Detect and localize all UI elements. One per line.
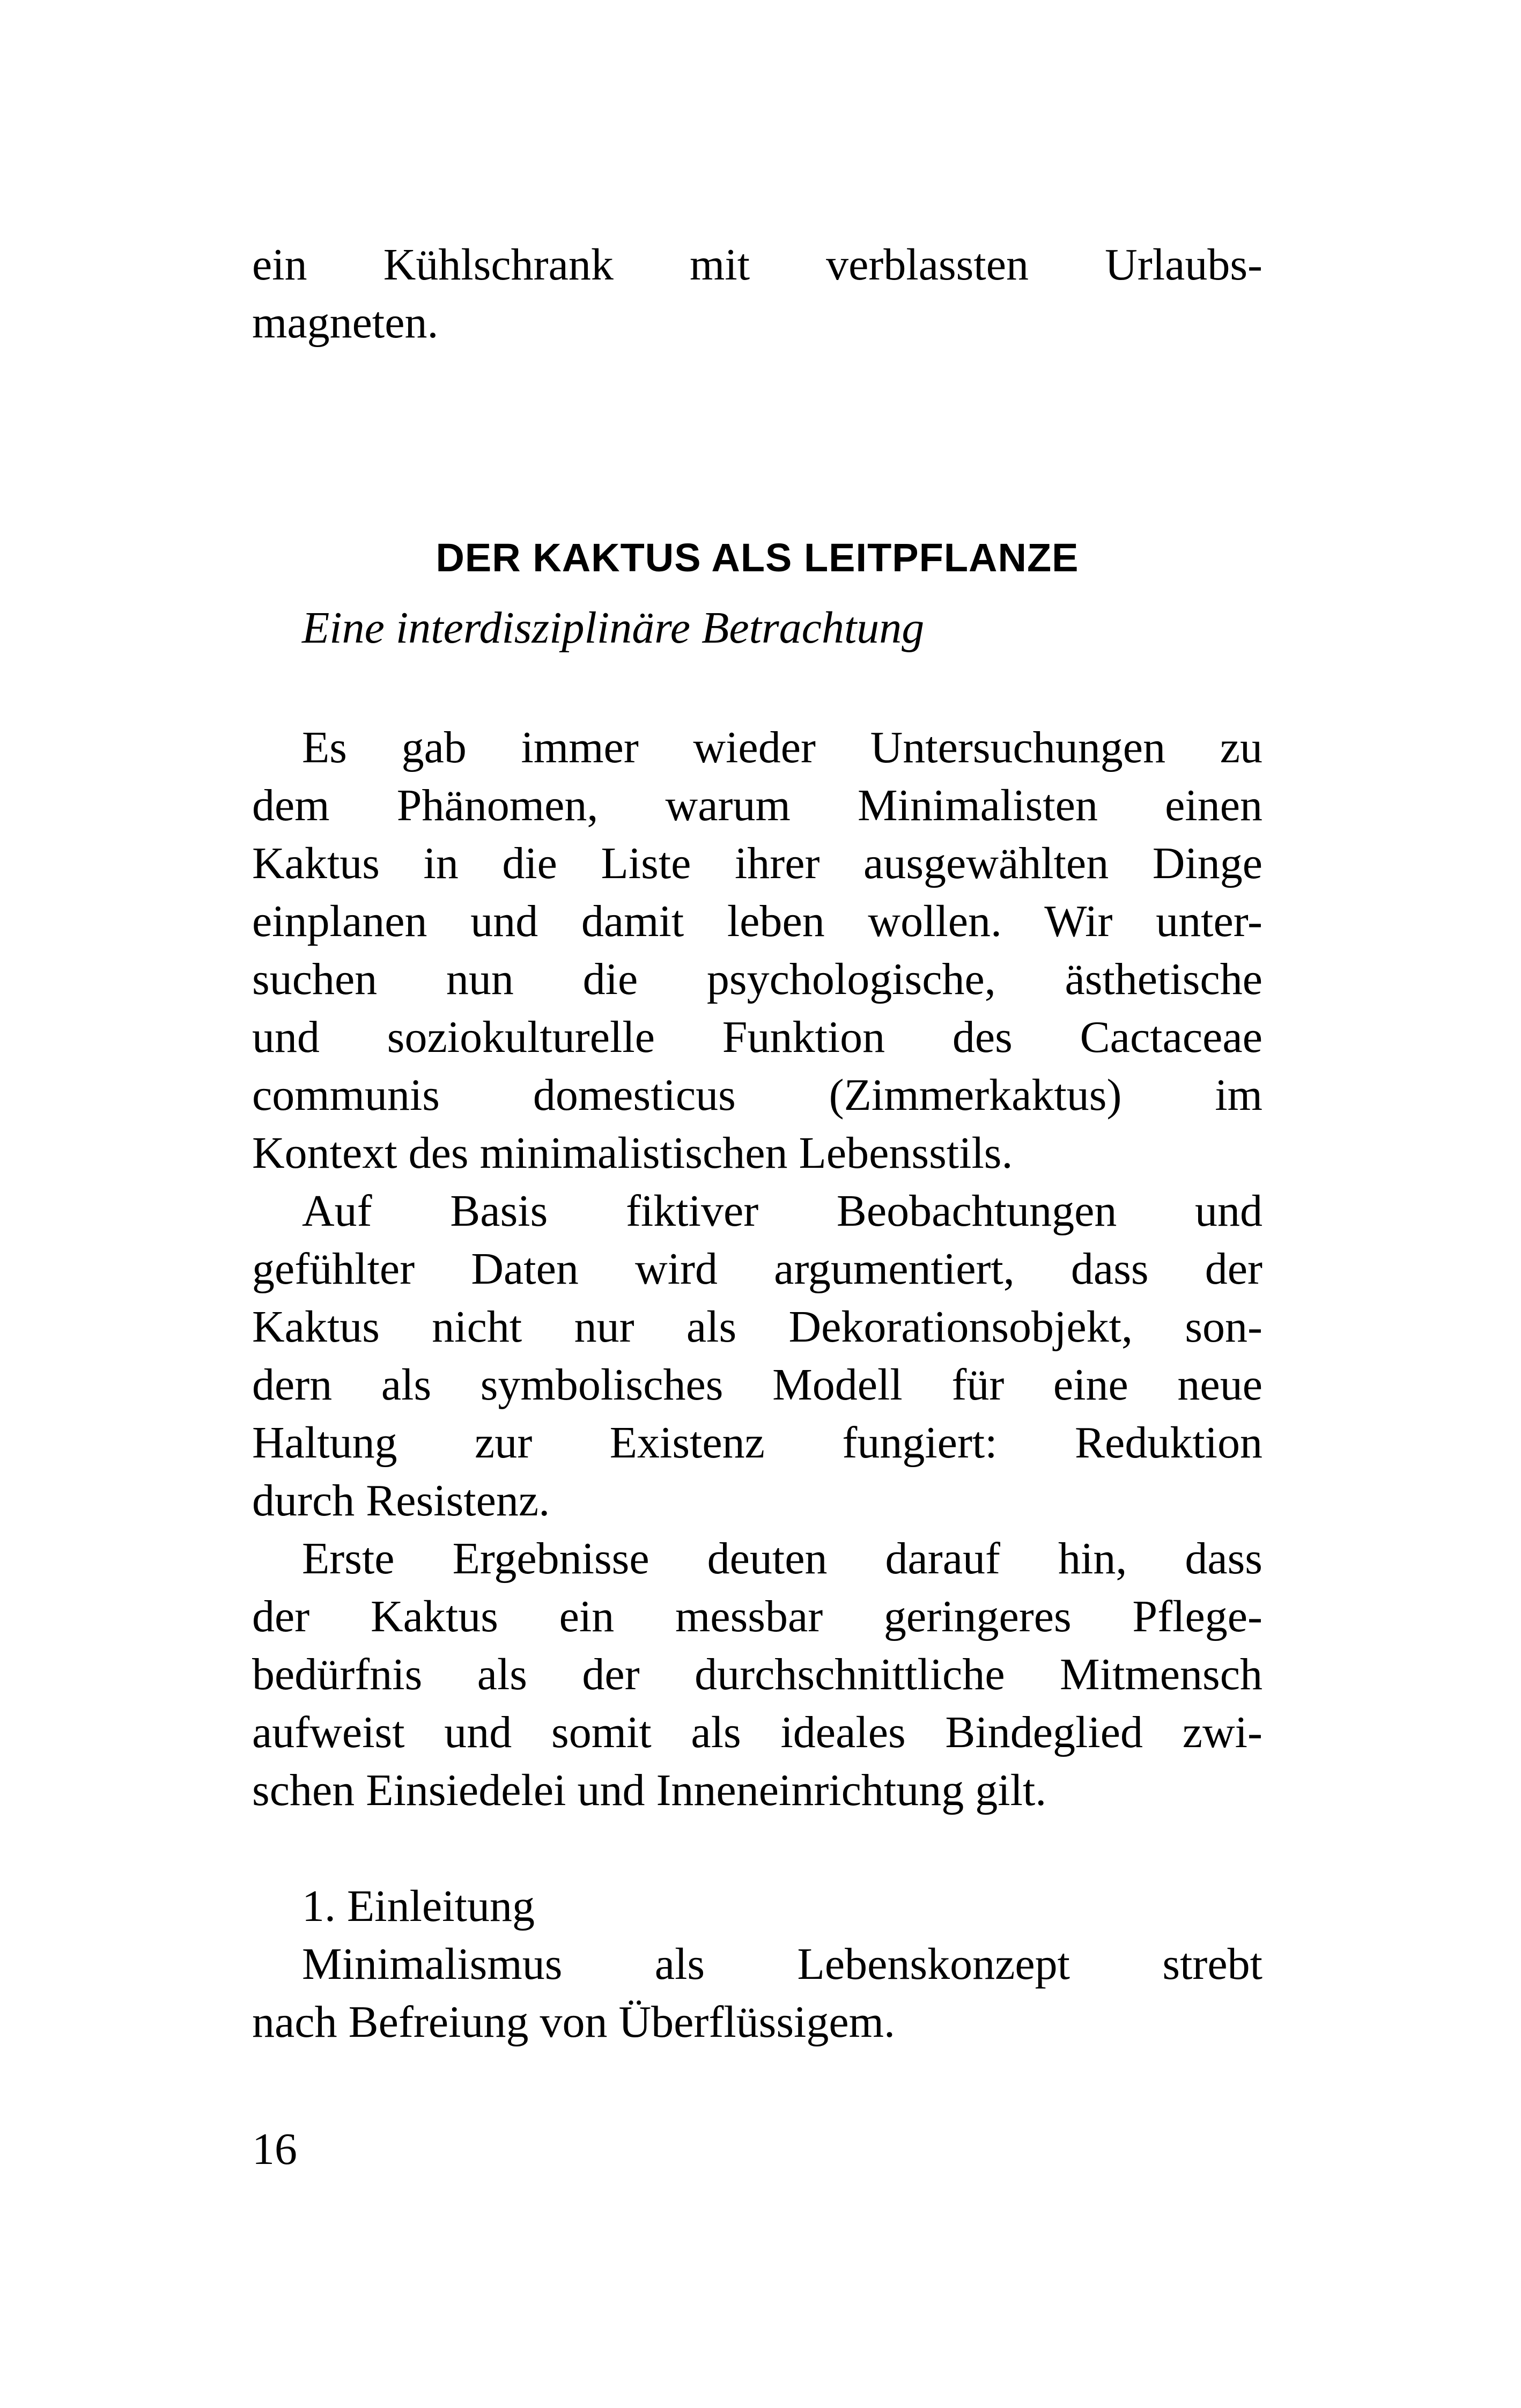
text-line: Auf Basis fiktiver Beobachtungen und	[302, 1186, 1262, 1236]
text-line: ein Kühlschrank mit verblassten Urlaubs-	[252, 240, 1262, 290]
text-line: bedürfnis als der durchschnittliche Mitmensch	[252, 1649, 1262, 1699]
section-heading: DER KAKTUS ALS LEITPFLANZE	[435, 535, 1079, 580]
text-line: magneten.	[252, 298, 439, 348]
text-line: Kaktus in die Liste ihrer ausgewählten Dinge	[252, 838, 1262, 888]
text-line: Es gab immer wieder Untersuchungen zu	[302, 723, 1262, 772]
text-line: Kontext des minimalistischen Lebensstils.	[252, 1128, 1013, 1178]
text-line: aufweist und somit als ideales Bindeglied zwi-	[252, 1707, 1262, 1757]
text-line: dern als symbolisches Modell für eine neue	[252, 1360, 1262, 1410]
text-line: und soziokulturelle Funktion des Cactaceae	[252, 1012, 1262, 1062]
page-number: 16	[252, 2124, 297, 2174]
text-line: Minimalismus als Lebenskonzept strebt	[302, 1939, 1262, 1989]
text-line: suchen nun die psychologische, ästhetische	[252, 954, 1262, 1004]
chapter-title: 1. Einleitung	[302, 1881, 535, 1931]
text-line: Erste Ergebnisse deuten darauf hin, dass	[302, 1534, 1262, 1584]
text-line: durch Resistenz.	[252, 1476, 550, 1526]
text-line: nach Befreiung von Überflüssigem.	[252, 1997, 896, 2047]
text-line: communis domesticus (Zimmerkaktus) im	[252, 1070, 1262, 1120]
text-line: einplanen und damit leben wollen. Wir unter-	[252, 896, 1262, 946]
text-line: dem Phänomen, warum Minimalisten einen	[252, 780, 1262, 830]
text-line: Haltung zur Existenz fungiert: Reduktion	[252, 1418, 1262, 1468]
text-line: schen Einsiedelei und Inneneinrichtung gilt.	[252, 1765, 1047, 1815]
section-subtitle: Eine interdisziplinäre Betrachtung	[302, 603, 925, 653]
text-line: der Kaktus ein messbar geringeres Pflege-	[252, 1592, 1262, 1641]
text-line: Kaktus nicht nur als Dekorationsobjekt, son-	[252, 1302, 1262, 1352]
text-line: gefühlter Daten wird argumentiert, dass der	[252, 1244, 1262, 1294]
